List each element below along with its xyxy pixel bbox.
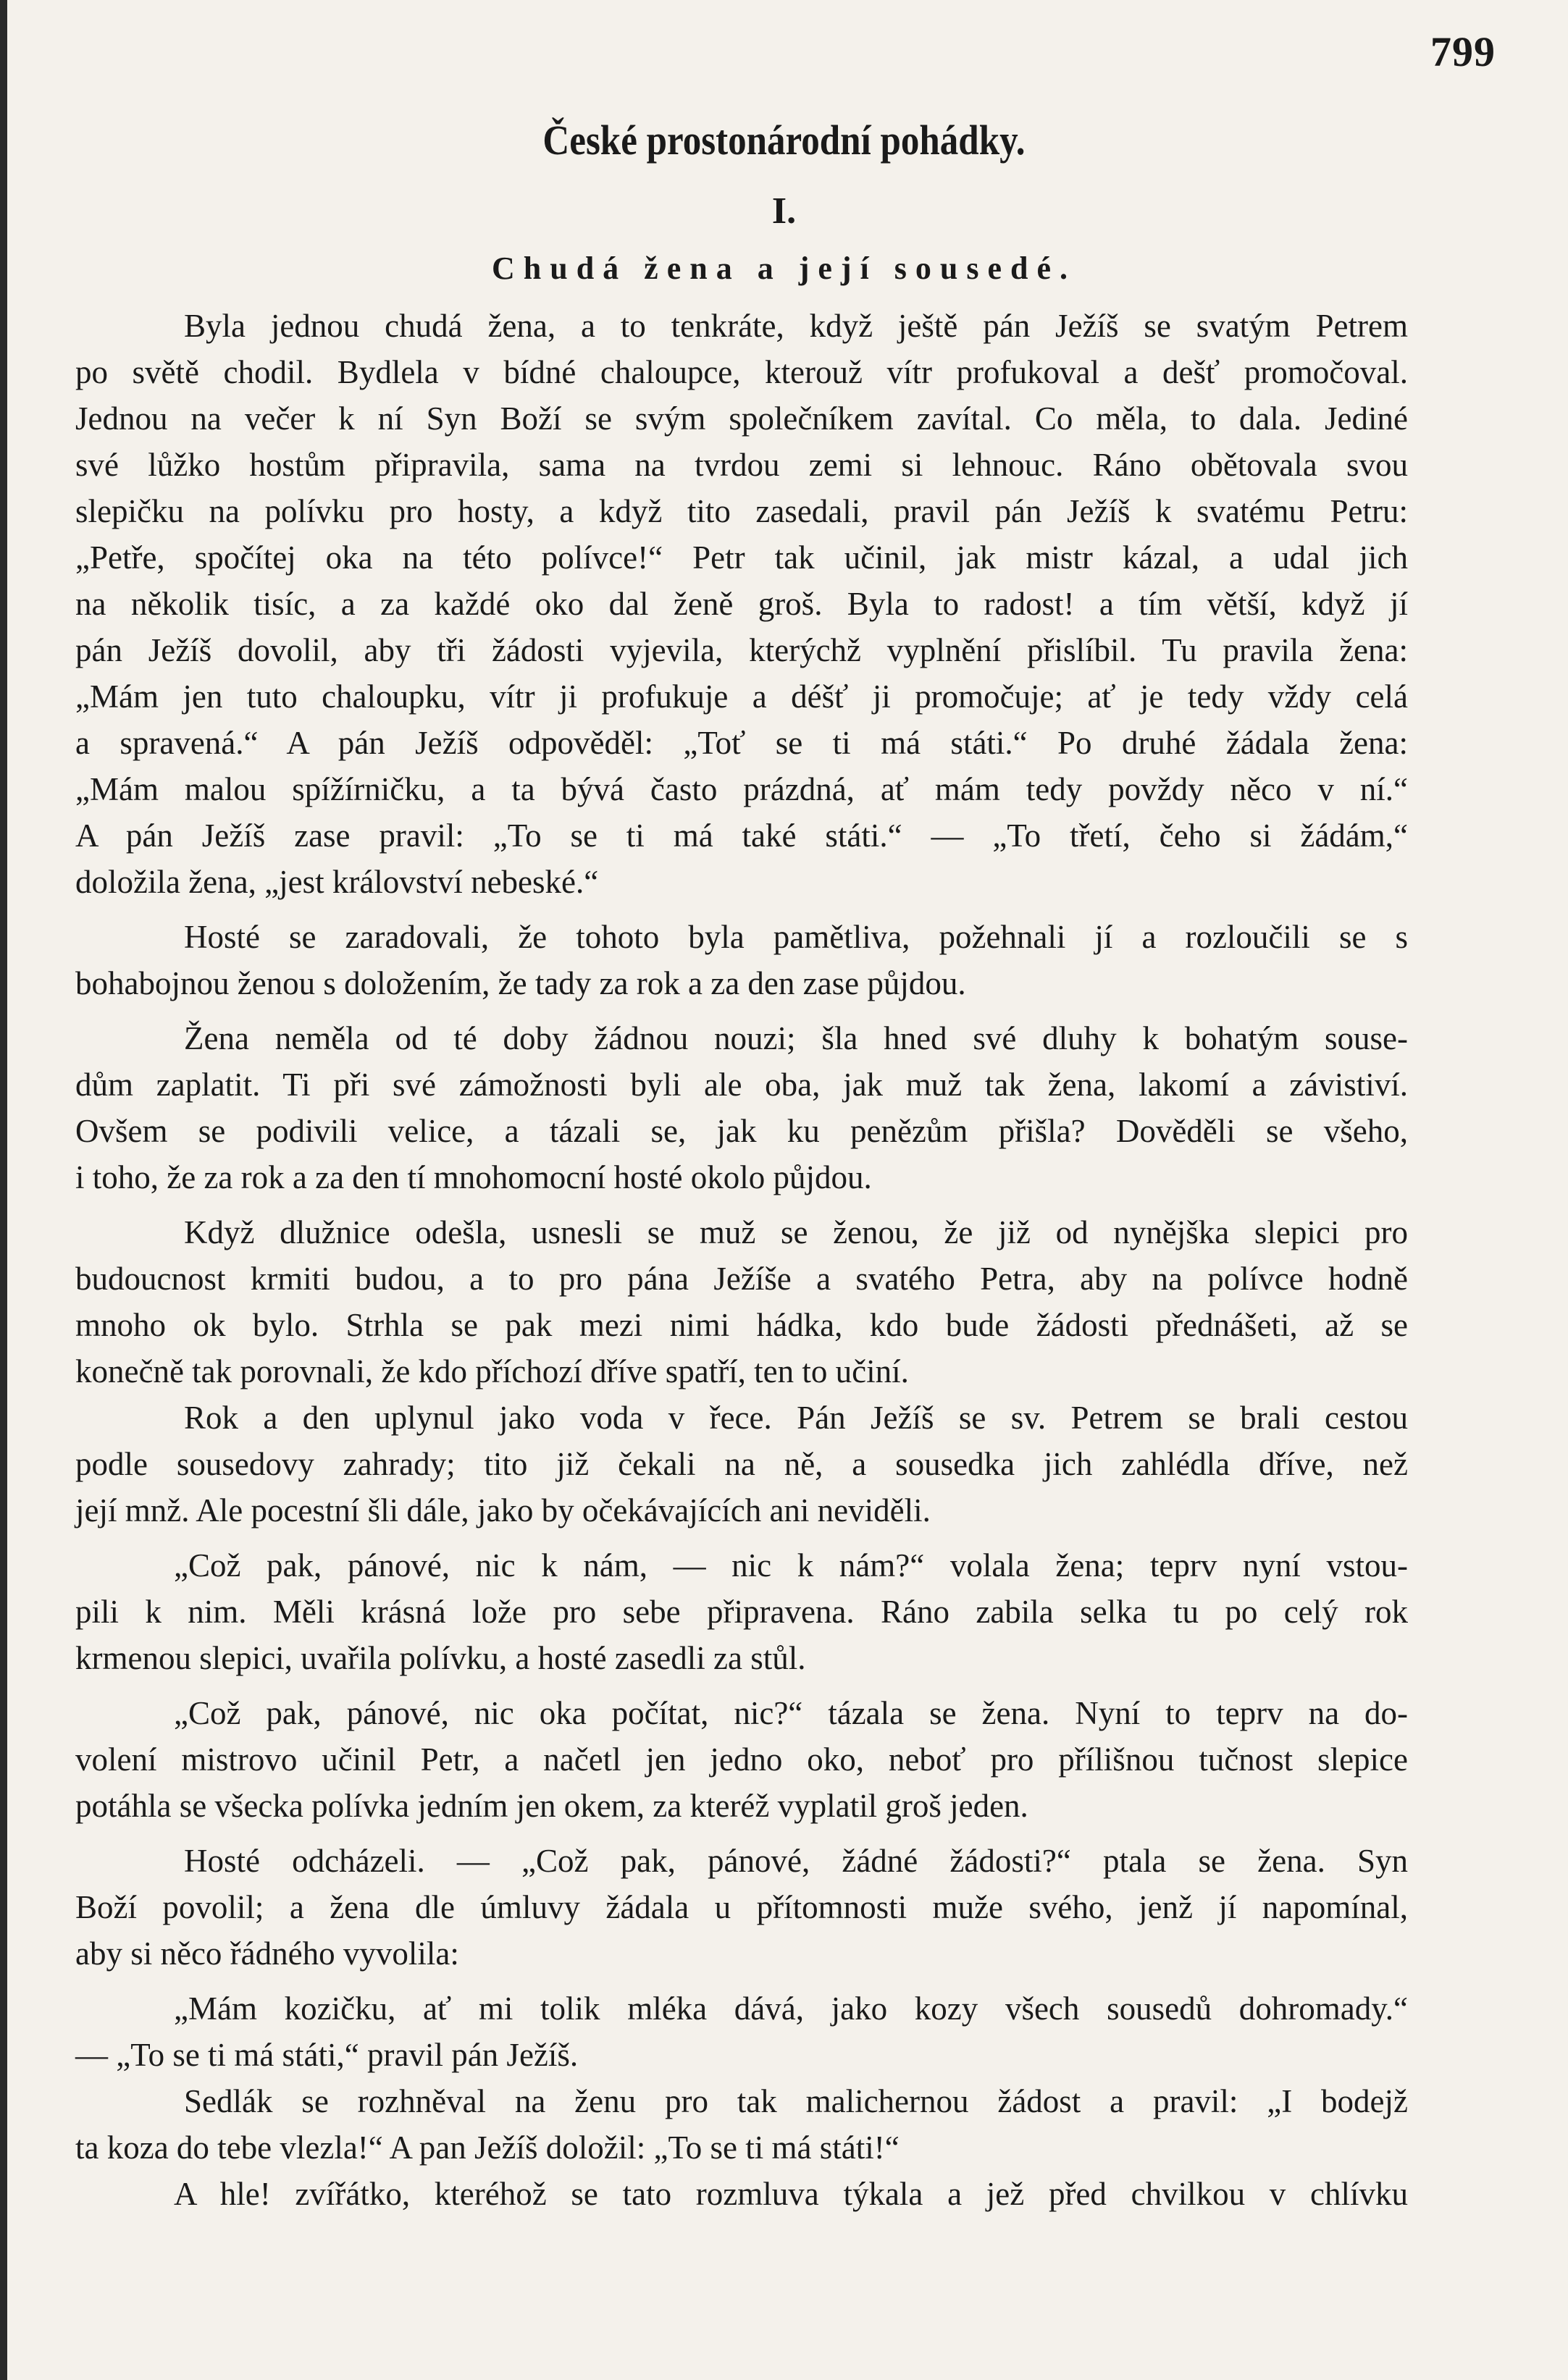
text-line: budoucnost krmiti budou, a to pro pána Ježíše a svatého Petra, aby na polívce hodně	[75, 1261, 1408, 1297]
text-line: aby si něco řádného vyvolila:	[75, 1935, 459, 1972]
text-line: „Mám malou spížírničku, a ta bývá často prázdná, ať mám tedy povždy něco v ní.“	[75, 771, 1408, 807]
text-line: „Což pak, pánové, nic oka počítat, nic?“ tázala se žena. Nyní to teprv na do-	[174, 1695, 1408, 1731]
text-line: A pán Ježíš zase pravil: „To se ti má také státi.“ — „To třetí, čeho si žádám,“	[75, 817, 1408, 854]
story-body-text	[75, 303, 1408, 2217]
text-line: Když dlužnice odešla, usnesli se muž se ženou, že již od nynějška slepici pro	[184, 1214, 1408, 1250]
text-line: — „To se ti má státi,“ pravil pán Ježíš.	[75, 2037, 579, 2073]
text-line: „Což pak, pánové, nic k nám, — nic k nám?“ volala žena; teprv nyní vstou-	[174, 1547, 1408, 1584]
page-header-title: České prostonárodní pohádky.	[542, 117, 1026, 164]
text-line: bohabojnou ženou s doložením, že tady za rok a za den zase půjdou.	[75, 965, 966, 1001]
text-line: Sedlák se rozhněval na ženu pro tak malichernou žádost a pravil: „I bodejž	[184, 2083, 1408, 2119]
text-line: Hosté odcházeli. — „Což pak, pánové, žádné žádosti?“ ptala se žena. Syn	[184, 1843, 1408, 1879]
text-line: A hle! zvířátko, kteréhož se tato rozmluva týkala a jež před chvilkou v chlívku	[174, 2176, 1408, 2212]
text-line: Boží povolil; a žena dle úmluvy žádala u přítomnosti muže svého, jenž jí napomínal,	[75, 1889, 1408, 1925]
text-line: pili k nim. Měli krásná lože pro sebe připravena. Ráno zabila selka tu po celý rok	[75, 1594, 1408, 1630]
text-line: Jednou na večer k ní Syn Boží se svým společníkem zavítal. Co měla, to dala. Jediné	[75, 400, 1408, 437]
text-line: a spravená.“ A pán Ježíš odpověděl: „Toť se ti má státi.“ Po druhé žádala žena:	[75, 725, 1408, 761]
text-line: na několik tisíc, a za každé oko dal ženě groš. Byla to radost! a tím větší, když jí	[75, 586, 1408, 622]
text-line: krmenou slepici, uvařila polívku, a hosté zasedli za stůl.	[75, 1640, 806, 1676]
text-line: Rok a den uplynul jako voda v řece. Pán Ježíš se sv. Petrem se brali cestou	[184, 1400, 1408, 1436]
story-title: Chudá žena a její sousedé.	[491, 251, 1077, 286]
text-line: mnoho ok bylo. Strhla se pak mezi nimi hádka, kdo bude žádosti přednášeti, až se	[75, 1307, 1408, 1343]
text-line: volení mistrovo učinil Petr, a načetl jen jedno oko, neboť pro přílišnou tučnost slepice	[75, 1741, 1408, 1778]
text-line: slepičku na polívku pro hosty, a když tito zasedali, pravil pán Ježíš k svatému Petru:	[75, 493, 1408, 529]
scan-binding-edge	[0, 0, 7, 2380]
text-line: potáhla se všecka polívka jedním jen okem, za kteréž vyplatil groš jeden.	[75, 1788, 1028, 1824]
text-line: dům zaplatit. Ti při své zámožnosti byli ale oba, jak muž tak žena, lakomí a závistiví.	[75, 1067, 1408, 1103]
text-line: Byla jednou chudá žena, a to tenkráte, když ještě pán Ježíš se svatým Petrem	[184, 308, 1408, 344]
text-line: své lůžko hostům připravila, sama na tvrdou zemi si lehnouc. Ráno obětovala svou	[75, 447, 1408, 483]
text-line: podle sousedovy zahrady; tito již čekali na ně, a sousedka jich zahlédla dříve, než	[75, 1446, 1408, 1482]
text-line: ta koza do tebe vlezla!“ A pan Ježíš doložil: „To se ti má státi!“	[75, 2129, 900, 2166]
text-line: „Mám jen tuto chaloupku, vítr ji profukuje a déšť ji promočuje; ať je tedy vždy celá	[75, 678, 1408, 715]
text-line: „Petře, spočítej oka na této polívce!“ Petr tak učinil, jak mistr kázal, a udal jich	[75, 539, 1408, 576]
page-number: 799	[1430, 28, 1496, 75]
text-line: doložila žena, „jest království nebeské.“	[75, 864, 599, 900]
text-line: i toho, že za rok a za den tí mnohomocní hosté okolo půjdou.	[75, 1159, 872, 1195]
text-line: konečně tak porovnali, že kdo příchozí dříve spatří, ten to učiní.	[75, 1353, 909, 1389]
text-line: „Mám kozičku, ať mi tolik mléka dává, jako kozy všech sousedů dohromady.“	[174, 1990, 1408, 2027]
text-line: Hosté se zaradovali, že tohoto byla pamětliva, požehnali jí a rozloučili se s	[184, 919, 1408, 955]
chapter-number: I.	[771, 190, 797, 232]
text-line: pán Ježíš dovolil, aby tři žádosti vyjevila, kterýchž vyplnění přislíbil. Tu pravila žena:	[75, 632, 1408, 668]
text-line: po světě chodil. Bydlela v bídné chaloupce, kterouž vítr profukoval a dešť promočoval.	[75, 354, 1408, 390]
text-line: Žena neměla od té doby žádnou nouzi; šla hned své dluhy k bohatým souse-	[184, 1020, 1408, 1056]
text-line: její mnž. Ale pocestní šli dále, jako by očekávajících ani neviděli.	[75, 1492, 931, 1529]
text-line: Ovšem se podivili velice, a tázali se, jak ku penězům přišla? Dověděli se všeho,	[75, 1113, 1408, 1149]
